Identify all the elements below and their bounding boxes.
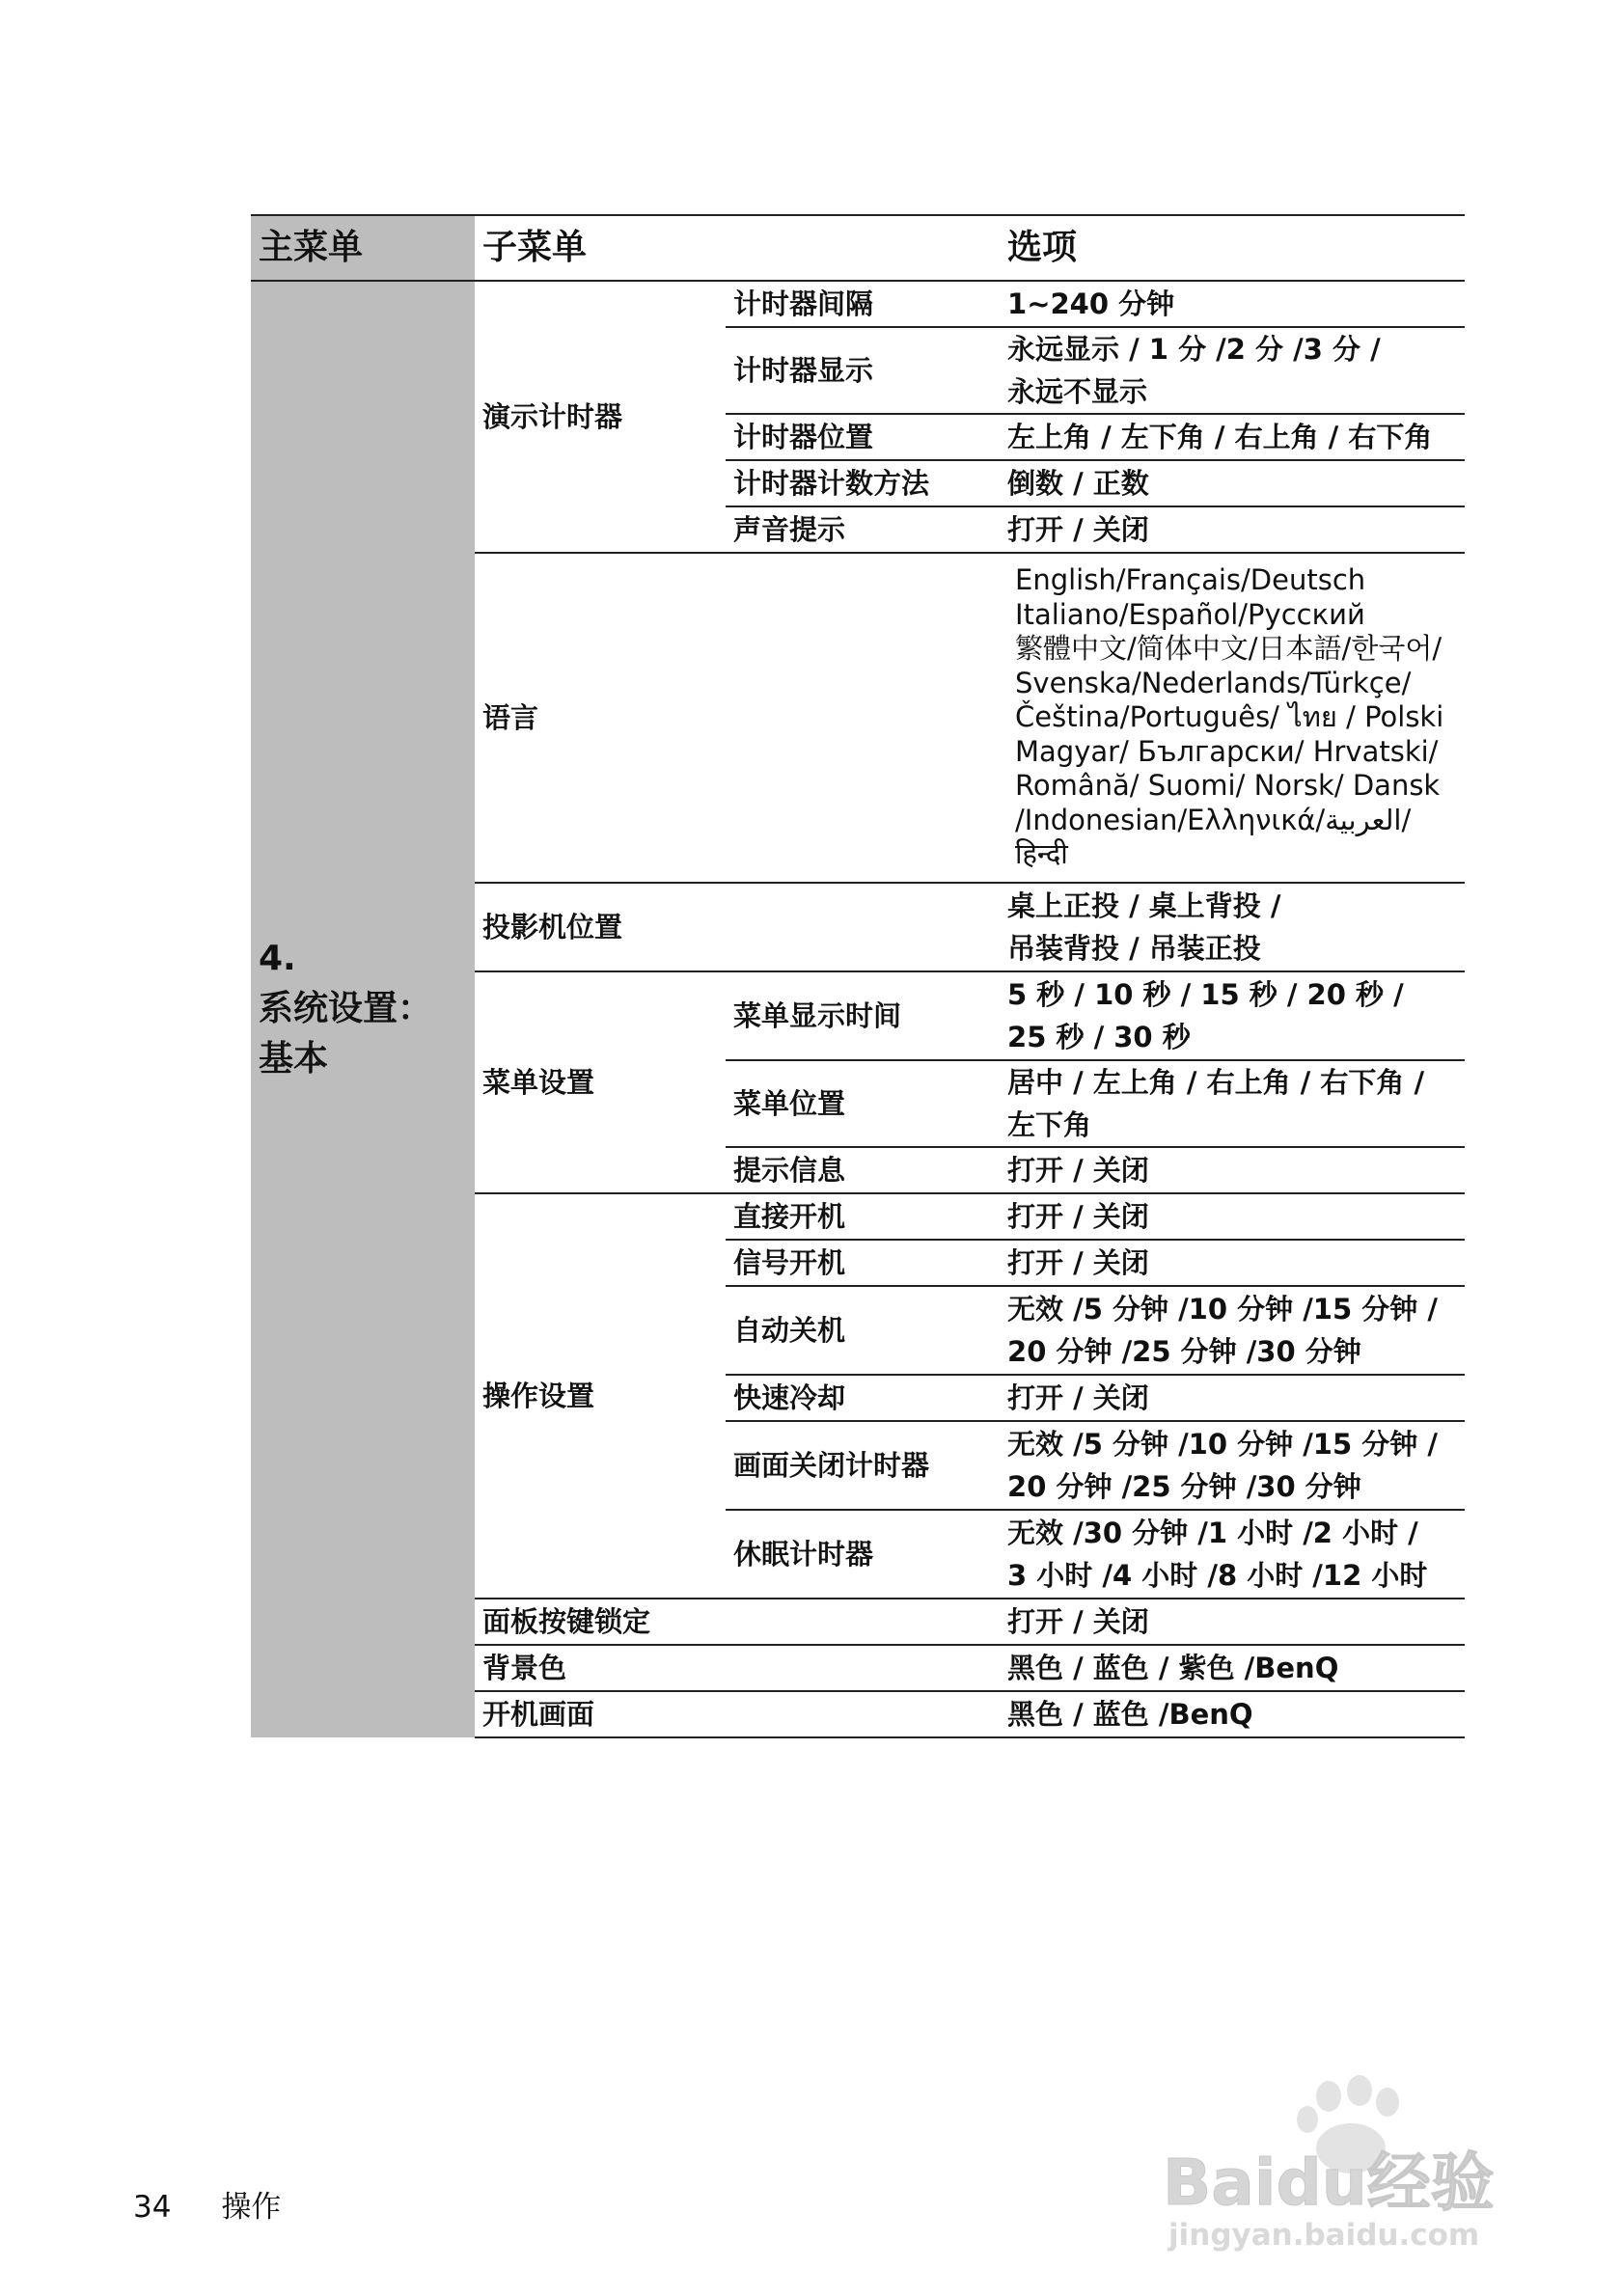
table-row — [251, 281, 1465, 327]
item-signal-power-on: 信号开机 — [726, 1240, 1000, 1286]
option-splash-screen: 黑色 / 蓝色 /BenQ — [1000, 1691, 1465, 1737]
item-auto-power-off: 自动关机 — [726, 1286, 1000, 1375]
main-menu-title: 系统设置： — [259, 989, 433, 1029]
language-line: Română/ Suomi/ Norsk/ Dansk — [1015, 769, 1441, 802]
option-timer-interval: 1~240 分钟 — [1000, 281, 1465, 327]
item-direct-power-on: 直接开机 — [726, 1193, 1000, 1240]
watermark-url: jingyan.baidu.com — [1168, 2218, 1480, 2253]
submenu-menu-settings: 菜单设置 — [475, 971, 726, 1193]
language-line: Čeština/Português/ ไทย / Polski — [1015, 700, 1444, 733]
item-blank-timer: 画面关闭计时器 — [726, 1421, 1000, 1510]
item-menu-display-time: 菜单显示时间 — [726, 971, 1000, 1060]
option-background-color: 黑色 / 蓝色 / 紫色 /BenQ — [1000, 1645, 1465, 1691]
option-direct-power-on: 打开 / 关闭 — [1000, 1193, 1465, 1240]
page-footer — [133, 2182, 281, 2226]
item-timer-count-method: 计时器计数方法 — [726, 460, 1000, 506]
option-projector-position: 桌上正投 / 桌上背投 / 吊装背投 / 吊装正投 — [1000, 883, 1465, 971]
baidu-watermark — [1153, 2069, 1534, 2253]
option-sound-reminder: 打开 / 关闭 — [1000, 506, 1465, 553]
item-sleep-timer: 休眠计时器 — [726, 1510, 1000, 1599]
language-line: Svenska/Nederlands/Türkçe/ — [1015, 666, 1412, 699]
submenu-panel-key-lock: 面板按键锁定 — [475, 1599, 1000, 1645]
option-quick-cooling: 打开 / 关闭 — [1000, 1375, 1465, 1421]
item-timer-interval: 计时器间隔 — [726, 281, 1000, 327]
main-menu-subtitle: 基本 — [259, 1039, 329, 1080]
item-menu-position: 菜单位置 — [726, 1060, 1000, 1147]
option-timer-position: 左上角 / 左下角 / 右上角 / 右下角 — [1000, 414, 1465, 460]
option-blank-timer: 无效 /5 分钟 /10 分钟 /15 分钟 / 20 分钟 /25 分钟 /30 分钟 — [1000, 1421, 1465, 1510]
header-sub-menu: 子菜单 — [475, 215, 1000, 281]
option-menu-display-time: 5 秒 / 10 秒 / 15 秒 / 20 秒 / 25 秒 / 30 秒 — [1000, 971, 1465, 1060]
option-timer-count-method: 倒数 / 正数 — [1000, 460, 1465, 506]
submenu-projector-position: 投影机位置 — [475, 883, 1000, 971]
option-reminder-message: 打开 / 关闭 — [1000, 1147, 1465, 1193]
option-timer-display: 永远显示 / 1 分 /2 分 /3 分 / 永远不显示 — [1000, 327, 1465, 414]
option-auto-power-off: 无效 /5 分钟 /10 分钟 /15 分钟 / 20 分钟 /25 分钟 /30 分钟 — [1000, 1286, 1465, 1375]
submenu-language: 语言 — [475, 553, 1000, 883]
language-line: /Indonesian/Ελληνικά/العربية/ हिन्दी — [1015, 803, 1412, 870]
option-signal-power-on: 打开 / 关闭 — [1000, 1240, 1465, 1286]
option-panel-key-lock: 打开 / 关闭 — [1000, 1599, 1465, 1645]
item-timer-position: 计时器位置 — [726, 414, 1000, 460]
settings-table — [251, 214, 1465, 1738]
item-sound-reminder: 声音提示 — [726, 506, 1000, 553]
main-menu-cell — [251, 281, 475, 1737]
submenu-background-color: 背景色 — [475, 1645, 1000, 1691]
header-options: 选项 — [1000, 215, 1465, 281]
item-reminder-message: 提示信息 — [726, 1147, 1000, 1193]
page-number: 34 — [133, 2190, 172, 2225]
language-line: Magyar/ Български/ Hrvatski/ — [1015, 734, 1439, 768]
language-line: 繁體中文/简体中文/日本語/한국어/ — [1015, 632, 1442, 665]
language-line: Italiano/Español/Русский — [1015, 597, 1365, 631]
submenu-operation-settings: 操作设置 — [475, 1193, 726, 1599]
option-language-list — [1000, 553, 1465, 883]
footer-section: 操作 — [221, 2190, 282, 2225]
item-timer-display: 计时器显示 — [726, 327, 1000, 414]
table-header-row — [251, 215, 1465, 281]
language-line: English/Français/Deutsch — [1015, 563, 1366, 596]
option-sleep-timer: 无效 /30 分钟 /1 小时 /2 小时 / 3 小时 /4 小时 /8 小时 /12 小时 — [1000, 1510, 1465, 1599]
watermark-brand: Baidu经验 — [1163, 2146, 1495, 2220]
submenu-splash-screen: 开机画面 — [475, 1691, 1000, 1737]
header-main-menu: 主菜单 — [251, 215, 475, 281]
option-menu-position: 居中 / 左上角 / 右上角 / 右下角 / 左下角 — [1000, 1060, 1465, 1147]
item-quick-cooling: 快速冷却 — [726, 1375, 1000, 1421]
submenu-presentation-timer: 演示计时器 — [475, 281, 726, 553]
main-menu-number: 4. — [259, 939, 296, 979]
watermark-graphic — [1153, 2069, 1534, 2253]
